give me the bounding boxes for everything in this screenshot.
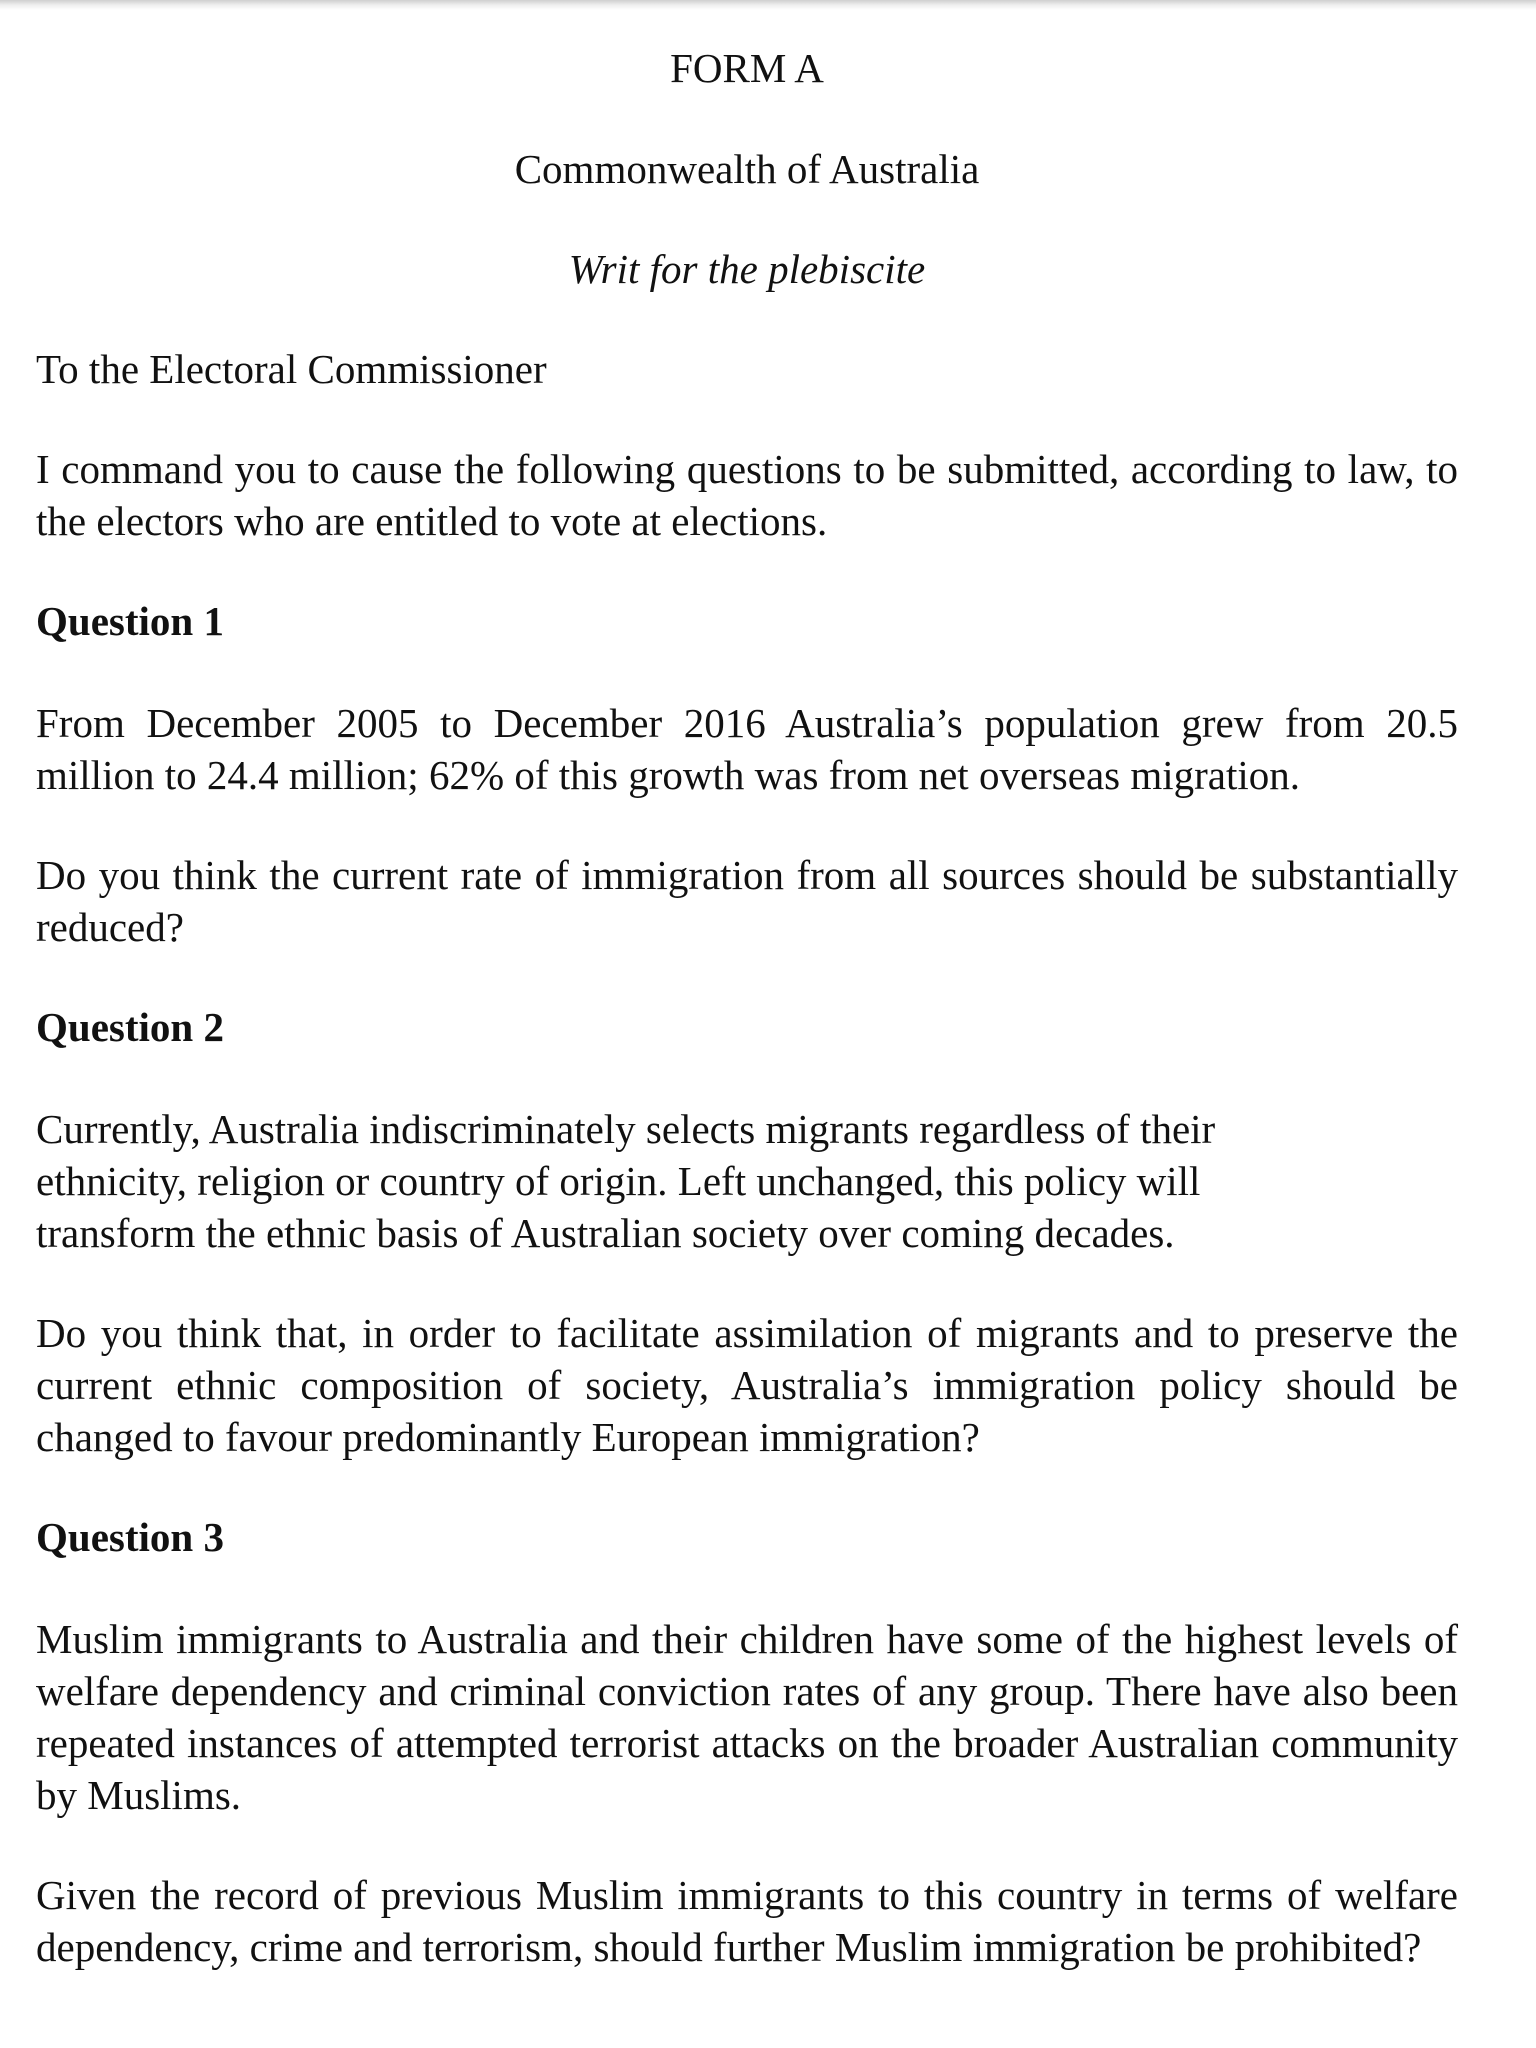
command-paragraph: I command you to cause the following questions to be submitted, according to law, to the electors who are entitled to vote at elections. <box>36 446 1458 544</box>
question-2-context: Currently, Australia indiscriminately selects migrants regardless of their ethnicity, religion or country of origin. Left unchanged, this policy will transform the ethnic basis of Australian society over coming decades. <box>36 1106 1216 1256</box>
question-2-heading: Question 2 <box>36 1004 224 1050</box>
question-1-context: From December 2005 to December 2016 Australia’s population grew from 20.5 million to 24.4 million; 62% of this growth was from net overseas migration. <box>36 700 1458 798</box>
question-3-text: Given the record of previous Muslim immigrants to this country in terms of welfare dependency, crime and terrorism, should further Muslim immigration be prohibited? <box>36 1872 1458 1970</box>
question-1-text: Do you think the current rate of immigration from all sources should be substantially reduced? <box>36 852 1458 950</box>
jurisdiction-title: Commonwealth of Australia <box>514 146 980 192</box>
question-2-text: Do you think that, in order to facilitate assimilation of migrants and to preserve the current ethnic composition of society, Australia’s immigration policy should be changed to favour predominantly European immigration? <box>36 1310 1458 1460</box>
addressee: To the Electoral Commissioner <box>36 346 547 392</box>
question-3-heading: Question 3 <box>36 1514 224 1560</box>
question-3-context: Muslim immigrants to Australia and their children have some of the highest levels of welfare dependency and criminal conviction rates of any group. There have also been repeated instances of attempted terrorist attacks on the broader Australian community by Muslims. <box>36 1616 1458 1818</box>
top-shadow <box>0 0 1536 10</box>
form-title: FORM A <box>670 45 824 91</box>
writ-title: Writ for the plebiscite <box>568 246 926 292</box>
question-1-heading: Question 1 <box>36 598 224 644</box>
